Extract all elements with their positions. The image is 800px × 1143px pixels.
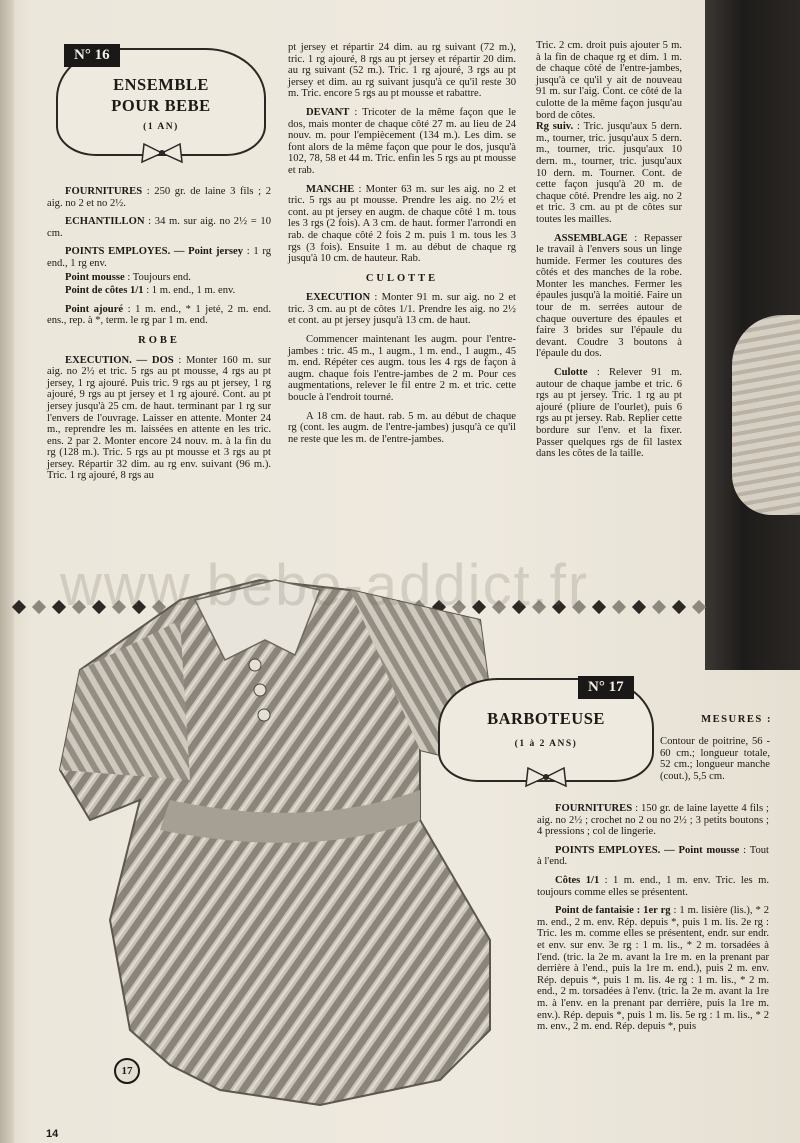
diamond-icon (612, 600, 626, 614)
rg-suiv-label: Rg suiv. (536, 121, 574, 133)
cotes-17-text: : 1 m. end., 1 m. env. Tric. les m. toujours comme elles se présentent. (537, 874, 769, 898)
points-text: : 1 rg end., 1 rg env. (47, 246, 271, 269)
column-1 (47, 186, 271, 489)
pattern-16-title-plaque (56, 48, 266, 156)
mousse-label: Point mousse (65, 271, 125, 283)
pattern-17-subtitle: (1 à 2 ANS) (514, 739, 578, 749)
devant-label: DEVANT (306, 106, 350, 118)
points-label: POINTS EMPLOYES. — Point jersey (65, 246, 244, 258)
binding-edge (0, 0, 14, 1143)
pattern-17-column (537, 803, 769, 1040)
pattern-16-subtitle: (1 AN) (143, 122, 179, 132)
pattern-17-number: N° 17 (578, 676, 634, 699)
culotte-finish-text: : Relever 91 m. autour de chaque jambe et tric. 6 rgs au pt jersey. Tric. 1 rg au pt ajouré (pliure de l'ourlet), puis 6 rgs au pt jersey. Rab. Replier cette bordure sur l'env. et la fixer. Passer quelques rgs de fil lastex dans les côtes de la taille. (536, 367, 682, 460)
assemblage-label: ASSEMBLAGE (554, 232, 628, 244)
diamond-icon (692, 600, 706, 614)
rg-suiv-text: : Tric. jusqu'aux 5 dern. m., tourner, tric. jusqu'aux 5 dern. m., tourner, tric. jusqu'aux 10 dern. m., tourner, tric. jusqu'aux 10 dern. m. Tourner. Cont. de cette façon jusqu'à 20 m. de chaque côté. Prendre les aig. no 2 et tric. 3 cm. au pt de côtes sur toutes les mailles. (536, 121, 682, 225)
dos-continued: pt jersey et répartir 24 dim. au rg suivant (72 m.), tric. 1 rg ajouré, 8 rgs au pt jersey et répartir 20 dim. au rg suivant (52 m.). Tric. 1 rg ajouré, 3 rgs au pt jersey et dim. au rg suivant jusqu'à ce qu'il reste 30 m. Tric. encore 5 rgs au pt mousse et rabattre. (288, 42, 516, 100)
diamond-icon (632, 600, 646, 614)
bow-ornament-icon (524, 766, 568, 788)
pattern-16-title-line1: ENSEMBLE (113, 75, 209, 94)
points-17-label: POINTS EMPLOYES. — Point mousse (555, 844, 740, 856)
mesures-text: Contour de poitrine, 56 - 60 cm.; longueur totale, 52 cm.; longueur manche (cout.), 5,5 cm. (660, 736, 770, 782)
ajoure-text: : 1 m. end., * 1 jeté, 2 m. end. ens., rep. à *, term. le rg par 1 m. end. (47, 303, 271, 327)
diamond-icon (672, 600, 686, 614)
mesures-label: MESURES : (701, 714, 772, 725)
devant-text: : Tricoter de la même façon que le dos, mais monter de chaque côté 27 m. au lieu de 24 nouv. m. pour l'empiècement (134 m.). Les dim. se font alors de la même façon que pour le dos, jusqu'à 102, 78, 58 et 44 m. Tric. enfin les 5 rgs au pt mousse et rab. (288, 106, 516, 176)
page-number: 14 (46, 1128, 59, 1140)
culotte-augm-text: Commencer maintenant les augm. pour l'entre-jambes : tric. 45 m., 1 augm., 1 m. end., 1 augm., 45 m. end. Répéter ces augm. tous les 4 rgs de façon à augm. chaque fois l'entre-jambes de 2 m. Pour ces augmentations, relever le fil entre 2 m. et tric. cette boucle à l'endroit tourné. (288, 334, 516, 404)
echantillon-text: : 34 m. sur aig. no 2½ = 10 cm. (47, 216, 271, 239)
mousse-text: : Toujours end. (124, 271, 191, 283)
photo-number-badge: 17 (114, 1058, 140, 1084)
diamond-icon (652, 600, 666, 614)
execution-text: : Monter 160 m. sur aig. no 2½ et tric. 5 rgs au pt mousse, 4 rgs au pt jersey, 1 rg ajouré. Puis tric. 9 rgs au pt jersey, 1 rg ajouré, 9 rgs au pt jersey et 1 rg ajouré. Cont. au pt jersey jusqu'à 25 cm. de haut. terminant par 1 rg sur l'envers de l'ouvrage. Laisser en attente. Monter 24 m., reprendre les m. laissées en attente en les tric. ens. 2 par 2. Monter encore 24 nouv. m. à la fin du rg (128 m.). Tric. 5 rgs au pt mousse et 3 rgs au pt jersey. Répartir 32 dim. au rg env. suivant (96 m.). Tric. 1 rg ajouré, 8 rgs au (47, 354, 271, 482)
points-17-text: : Tout à l'end. (537, 844, 769, 868)
robe-heading: ROBE (138, 334, 180, 346)
cotes-17-label: Côtes 1/1 (555, 874, 600, 886)
fantaisie-text: : 1 m. lisière (lis.), * 2 m. end., 2 m. env. Rép. depuis *, puis 1 m. lis. 2e rg : Tric. les m. comme elles se présentent, endr. sur endr. et env. sur env. 3e rg : 1 m. lis., * 2 m. torsadées à l'end. (tric. la 2e m. avant la 1re m. en la prenant par derrière à l'end., puis la 1re m. end.), puis 2 m. env. Rép. depuis *, puis 1 m. lis. 4e rg : 1 m. lis., * 2 m. end., 2 m. torsadées à l'env. (tric. la 2e m. avant la 1re m. à l'env. en la prenant par derrière, puis la 1re m. env.). Rép. depuis *, puis 1 m. lis. 5e rg : 1 m. lis., * 2 m. env., 2 m. end. Rép. depuis *, puis (537, 905, 769, 1033)
culotte-finish-label: Culotte (554, 367, 588, 379)
execution-label: EXECUTION. — DOS (65, 354, 174, 366)
diamond-icon (592, 600, 606, 614)
assemblage-text: : Repasser le travail à l'envers sous un linge humide. Fermer les coutures des côtés et des manches de la robe. Monter les manches. Fermer les épaules jusqu'à la moitié. Faire un tour de m. serrées autour de chaque ouverture des épaules et faire 3 brides sur l'épaule du devant. Coudre 3 boutons à l'épaule du dos. (536, 232, 682, 360)
knitted-sleeve-photo (732, 315, 800, 515)
pattern-16-number: N° 16 (64, 44, 120, 67)
manche-text: : Monter 63 m. sur les aig. no 2 et tric. 5 rgs au pt mousse. Prendre les aig. no 2½ et cont. au pt jersey en augm. de chaque côté 1 m. tous les 3 rgs (2 fois). A 3 cm. de haut. former l'arrondi en rab. de chaque côté 2 fois 2 m. puis 1 m. tous les 3 rgs (3 fois). Ensuite 1 m. au début de chaque rg jusqu'à 10 cm. de hauteur. Rab. (288, 183, 516, 265)
pattern-16-title-line2: POUR BEBE (111, 96, 211, 115)
culotte-continued: Tric. 2 cm. droit puis ajouter 5 m. à la fin de chaque rg et dim. 1 m. de chaque côté de l'entre-jambes, jusqu'à ce qu'il y ait de nouveau 91 m. sur l'aig. Cont. ce côté de la culotte de la même façon jusqu'au bord de côtes. (536, 40, 682, 121)
ajoure-label: Point ajouré (65, 303, 124, 315)
column-2 (288, 42, 516, 452)
pattern-17-title: BARBOTEUSE (487, 709, 605, 728)
culotte-rab-text: A 18 cm. de haut. rab. 5 m. au début de chaque rg (cont. les augm. de l'entre-jambes) jusqu'à ce qu'il ne reste que les m. de l'entre-jambes. (288, 410, 516, 445)
bow-ornament-icon (140, 142, 184, 164)
pattern-17-title-plaque (438, 678, 654, 782)
barboteuse-photo (20, 560, 540, 1120)
culotte-exec-label: EXECUTION (306, 292, 371, 304)
fournitures-text: : 250 gr. de laine 3 fils ; 2 aig. no 2 et no 2½. (47, 186, 271, 209)
manche-label: MANCHE (306, 183, 355, 195)
echantillon-label: ECHANTILLON (65, 216, 145, 228)
fournitures-label: FOURNITURES (65, 186, 143, 197)
column-3 (536, 40, 682, 467)
cotes-text: : 1 m. end., 1 m. env. (143, 285, 236, 297)
cotes-label: Point de côtes 1/1 (65, 285, 144, 297)
fournitures-17-label: FOURNITURES (555, 803, 633, 814)
watermark-text: www.bebe-addict.fr (60, 553, 590, 618)
culotte-heading: CULOTTE (365, 272, 439, 284)
fantaisie-label: Point de fantaisie : 1er rg (555, 905, 671, 917)
culotte-exec-text: : Monter 91 m. sur aig. no 2 et tric. 3 cm. au pt de côtes 1/1. Prendre les aig. no 2½ et cont. au pt jersey jusqu'à 13 cm. de haut. (288, 292, 516, 327)
fournitures-17-text: : 150 gr. de laine layette 4 fils ; aig. no 2½ ; crochet no 2 ou no 2½ ; 3 petits boutons ; 4 pressions ; col de lingerie. (537, 803, 769, 838)
